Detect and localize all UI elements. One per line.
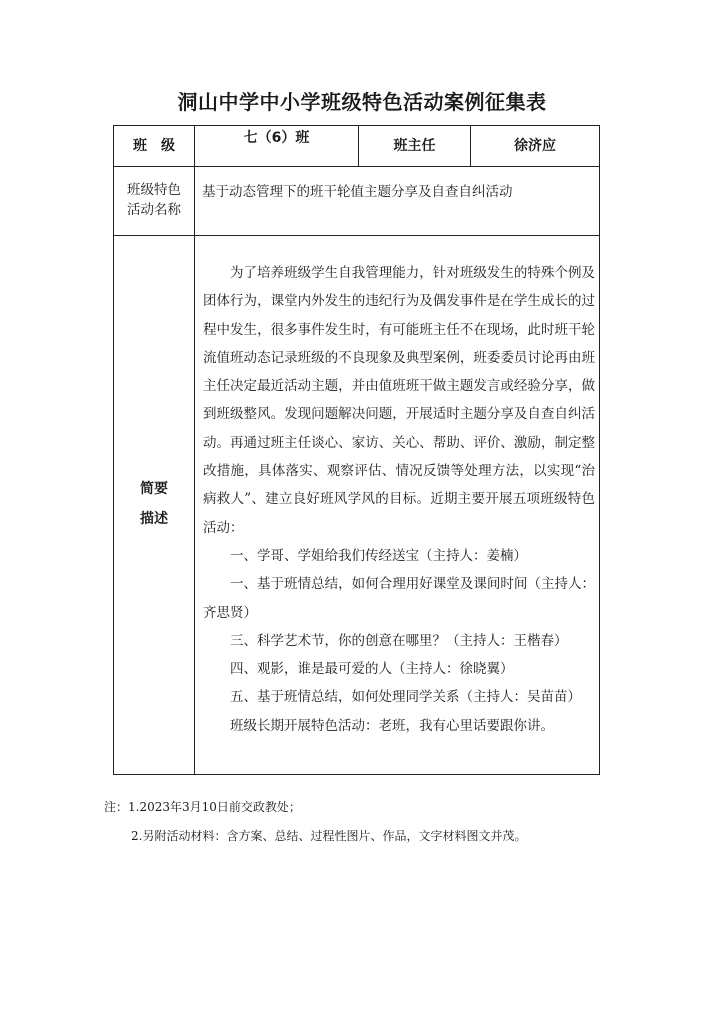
activity-name-value: 基于动态管理下的班干轮值主题分享及自查自纠活动 <box>202 184 513 200</box>
description-activity-5: 五、基于班情总结，如何处理同学关系（主持人：吴苗苗） <box>230 689 581 706</box>
activity-name-label-line2: 活动名称 <box>127 202 181 218</box>
description-body <box>203 259 595 740</box>
description-long-term-activity: 班级长期开展特色活动：老班，我有心里话要跟你讲。 <box>230 717 554 734</box>
description-label-line1: 简要 <box>140 481 168 497</box>
description-activity-1: 一、学哥、学姐给我们传经送宝（主持人：姜楠） <box>230 547 527 564</box>
row-divider-2 <box>114 235 599 236</box>
note-line-1: 注：1.2023年3月10日前交政教处； <box>104 800 301 814</box>
activity-case-form <box>113 125 600 775</box>
description-paragraph-intro: 为了培养班级学生自我管理能力，针对班级发生的特殊个例及团体行为，课堂内外发生的违纪行为及偶发事件是在学生成长的过程中发生，很多事件发生时，有可能班主任不在现场，此时班干轮流值班动态记录班级的不良现象及典型案例，班委委员讨论再由班主任决定最近活动主题，并由值班班干做主题发言或经验分享，做到班级整风。发现问题解决问题，开展适时主题分享及自查自纠活动。再通过班主任谈心、家访、关心、帮助、评价、激励，制定整改措施，具体落实、观察评估、情况反馈等处理方法，以实现“治病救人”、建立良好班风学风的目标。近期主要开展五项班级特色活动： <box>203 265 595 536</box>
class-label: 班 级 <box>133 138 175 154</box>
activity-name-label <box>114 180 194 220</box>
row-divider-1 <box>114 166 599 167</box>
teacher-value: 徐济应 <box>514 138 556 154</box>
description-label-line2: 描述 <box>140 511 168 527</box>
description-label <box>114 474 194 534</box>
label-column-divider <box>194 126 195 774</box>
description-activity-4: 四、观影，谁是最可爱的人（主持人：徐晓翼） <box>230 661 514 678</box>
description-activity-3: 三、科学艺术节，你的创意在哪里？（主持人：王楷春） <box>230 632 568 649</box>
note-line-2: 2.另附活动材料：含方案、总结、过程性图片、作品，文字材料图文并茂。 <box>131 829 527 843</box>
activity-name-label-line1: 班级特色 <box>127 182 181 198</box>
document-title: 洞山中学中小学班级特色活动案例征集表 <box>177 90 547 114</box>
notes <box>104 793 704 851</box>
class-value: 七（6）班 <box>243 130 310 146</box>
description-activity-2: 一、基于班情总结，如何合理用好课堂及课间时间（主持人：齐思贤） <box>203 576 595 621</box>
teacher-label: 班主任 <box>393 138 436 154</box>
